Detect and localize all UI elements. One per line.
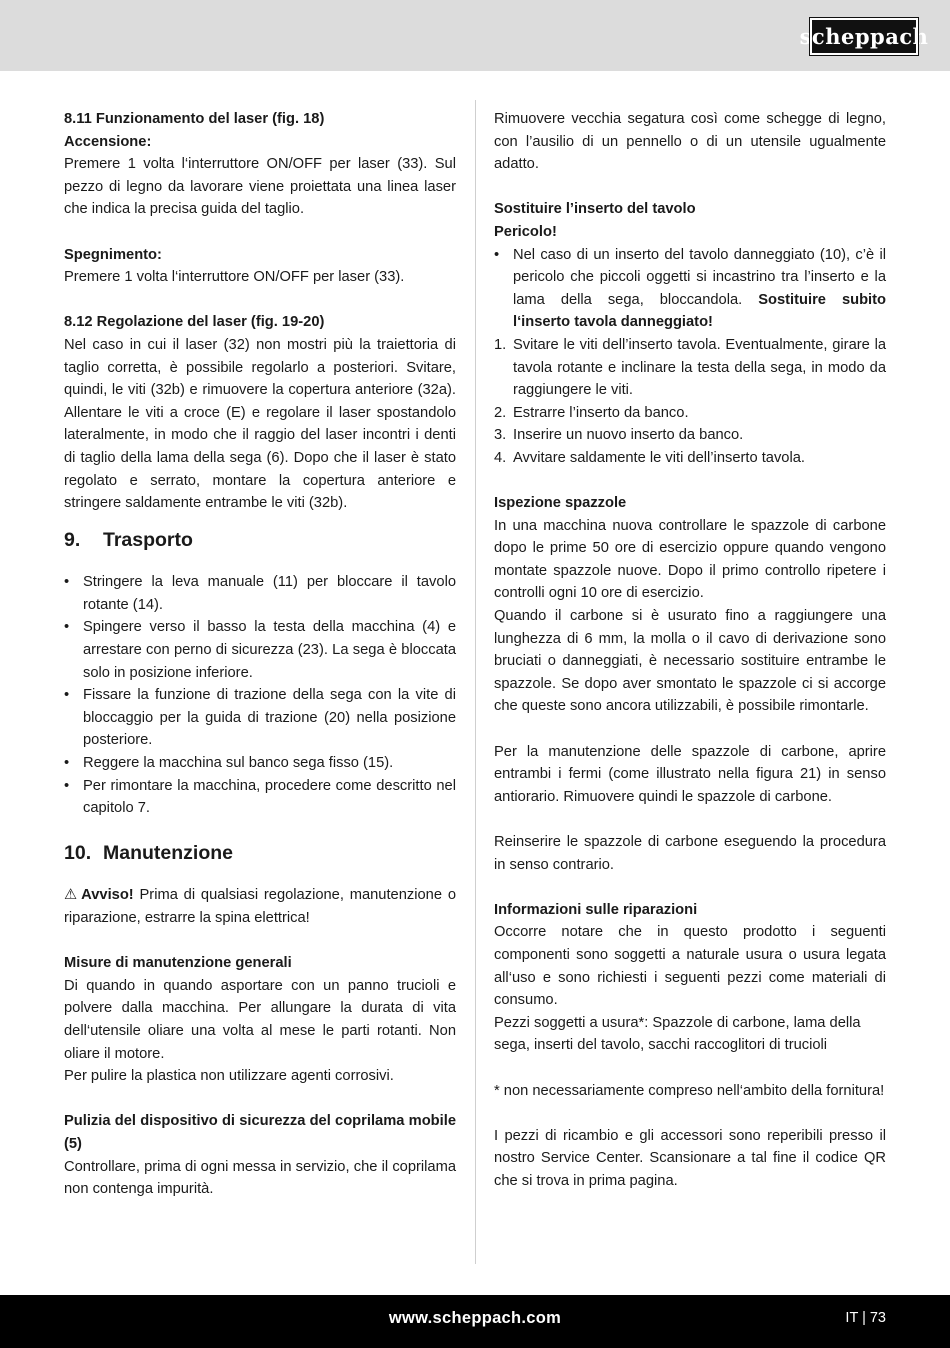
list-item: 2. Estrarre l’inserto da banco. <box>494 404 689 421</box>
riparazioni-note: * non necessariamente compreso nell‘ambito della fornitura! <box>494 1082 885 1099</box>
accensione-title: Accensione: <box>64 133 152 150</box>
warning-triangle-icon: ⚠ <box>64 887 78 904</box>
spegnimento-text: Premere 1 volta l‘interruttore ON/OFF per laser (33). <box>64 269 405 286</box>
section-10-title: Manutenzione <box>103 841 233 864</box>
pulizia-title: Pulizia del dispositivo di sicurezza del coprilama mobile (5) <box>64 1113 456 1152</box>
steps-list <box>494 334 886 470</box>
bullet: • <box>64 619 70 636</box>
riparazioni-text-1: Occorre notare che in questo prodotto i seguenti componenti sono soggetti a naturale usura o usura legata all‘uso e sono richiesti i seguenti pezzi come materiali di consumo. <box>494 924 886 1009</box>
section-8-11-title: 8.11 Funzionamento del laser (fig. 18) <box>64 111 325 127</box>
warning-paragraph <box>64 884 456 929</box>
section-9-number: 9. <box>64 528 81 551</box>
list-item: • Nel caso di un inserto del tavolo danneggiato (10), c’è il pericolo che piccoli oggetti si incastrino tra l’inserto e la lama della sega, bloccandola. Sostituire subito l‘inserto tavola danneggiato! <box>494 244 886 334</box>
bullet: • <box>494 246 500 263</box>
accensione-text: Premere 1 volta l‘interruttore ON/OFF per laser (33). Sul pezzo di legno da lavorare viene proiettata una linea laser che indica la precisa guida del taglio. <box>64 156 456 218</box>
inserto-title: Sostituire l’inserto del tavolo <box>494 201 696 218</box>
right-column <box>494 108 886 1193</box>
riparazioni-title: Informazioni sulle riparazioni <box>494 901 698 918</box>
bullet: • <box>64 574 70 591</box>
pericolo-title: Pericolo! <box>494 223 557 240</box>
scheppach-logo: scheppach <box>810 18 918 55</box>
header-bar <box>0 0 950 71</box>
spazzole-text-4: Reinserire le spazzole di carbone eseguendo la procedura in senso contrario. <box>494 834 886 873</box>
footer-website-link[interactable]: www.scheppach.com <box>388 1309 562 1327</box>
spegnimento-title: Spegnimento: <box>64 246 162 263</box>
misure-text: Di quando in quando asportare con un panno trucioli e polvere dalla macchina. Per allungare la durata di vita dell‘utensile oliare una volta al mese le parti rotanti. Non oliare il motore. <box>64 977 456 1062</box>
warning-label: Avviso! <box>81 887 134 904</box>
list-item: 3. Inserire un nuovo inserto da banco. <box>494 427 744 444</box>
bullet: • <box>64 777 70 794</box>
left-column <box>64 108 456 1201</box>
spazzole-text-3: Per la manutenzione delle spazzole di carbone, aprire entrambi i fermi (come illustrato nella figura 21) in senso antiorario. Rimuovere quindi le spazzole di carbone. <box>494 743 886 805</box>
list-item: • Per rimontare la macchina, procedere come descritto nel capitolo 7. <box>64 775 456 820</box>
section-10-heading <box>64 842 456 865</box>
footer-bar <box>0 1295 950 1348</box>
section-9-title: Trasporto <box>103 528 193 551</box>
bullet: • <box>64 687 70 704</box>
misure-text-2: Per pulire la plastica non utilizzare agenti corrosivi. <box>64 1068 394 1085</box>
spazzole-text-1: In una macchina nuova controllare le spazzole di carbone dopo le prime 50 ore di esercizio oppure quando vengono montate spazzole nuove. Dopo il primo controllo ripetere i controlli ogni 10 ore di esercizio. <box>494 517 886 602</box>
section-10-number: 10. <box>64 841 92 864</box>
trasporto-list <box>64 571 456 820</box>
pulizia-text: Controllare, prima di ogni messa in servizio, che il coprilama non contenga impurità. <box>64 1158 456 1198</box>
list-item: • Spingere verso il basso la testa della macchina (4) e arrestare con perno di sicurezza (23). La sega è bloccata solo in posizione inferiore. <box>64 616 456 684</box>
warning-text: Prima di qualsiasi regolazione, manutenzione o riparazione, estrarre la spina elettrica! <box>64 887 456 926</box>
list-item: • Reggere la macchina sul banco sega fisso (15). <box>64 752 456 775</box>
list-item: • Stringere la leva manuale (11) per bloccare il tavolo rotante (14). <box>64 571 456 616</box>
pericolo-list <box>494 244 886 334</box>
list-item: 4. Avvitare saldamente le viti dell’inserto tavola. <box>494 449 805 466</box>
column-divider <box>475 100 476 1264</box>
spazzole-text-2: Quando il carbone si è usurato fino a raggiungere una lunghezza di 6 mm, la molla o il cavo di derivazione sono bruciati o danneggiati, è necessario sostituire entrambe le spazzole. Se dopo aver smontato le spazzole ci si accorge che queste sono ancora utilizzabili, è possibile rimontarle. <box>494 608 886 715</box>
bullet: • <box>64 755 70 772</box>
list-item: • Fissare la funzione di trazione della sega con la vite di bloccaggio per la guida di trazione (20) nella posizione posteriore. <box>64 684 456 752</box>
section-9-heading <box>64 529 456 552</box>
page-number: IT | 73 <box>845 1310 886 1326</box>
misure-title: Misure di manutenzione generali <box>64 955 292 972</box>
ricambi-text: I pezzi di ricambio e gli accessori sono reperibili presso il nostro Service Center. Scansionare a tal fine il codice QR che si trova in prima pagina. <box>494 1127 886 1189</box>
intro-text: Rimuovere vecchia segatura così come schegge di legno, con l’ausilio di un pennello o di un utensile ugualmente adatto. <box>494 111 886 173</box>
spazzole-title: Ispezione spazzole <box>494 495 627 512</box>
riparazioni-text-2: Pezzi soggetti a usura*: Spazzole di carbone, lama della sega, inserti del tavolo, sacchi raccoglitori di trucioli <box>494 1014 861 1054</box>
list-item: 1. Svitare le viti dell’inserto tavola. Eventualmente, girare la tavola rotante e inclinare la testa della sega, in modo da raggiungere le viti. <box>494 336 886 399</box>
section-8-12-title: 8.12 Regolazione del laser (fig. 19-20) <box>64 314 325 331</box>
section-8-12-text: Nel caso in cui il laser (32) non mostri più la traiettoria di taglio corretta, è possibile regolarlo a posteriori. Svitare, quindi, le viti (32b) e rimuovere la copertura anteriore (32a). Allentare le viti a croce (E) e regolare il laser spostandolo lateralmente, in modo che il raggio del laser incontri i denti di taglio della lama della sega (6). Dopo che il laser è stato regolato e serrato, montare la copertura anteriore e stringere saldamente entrambe le viti (32b). <box>64 336 456 512</box>
